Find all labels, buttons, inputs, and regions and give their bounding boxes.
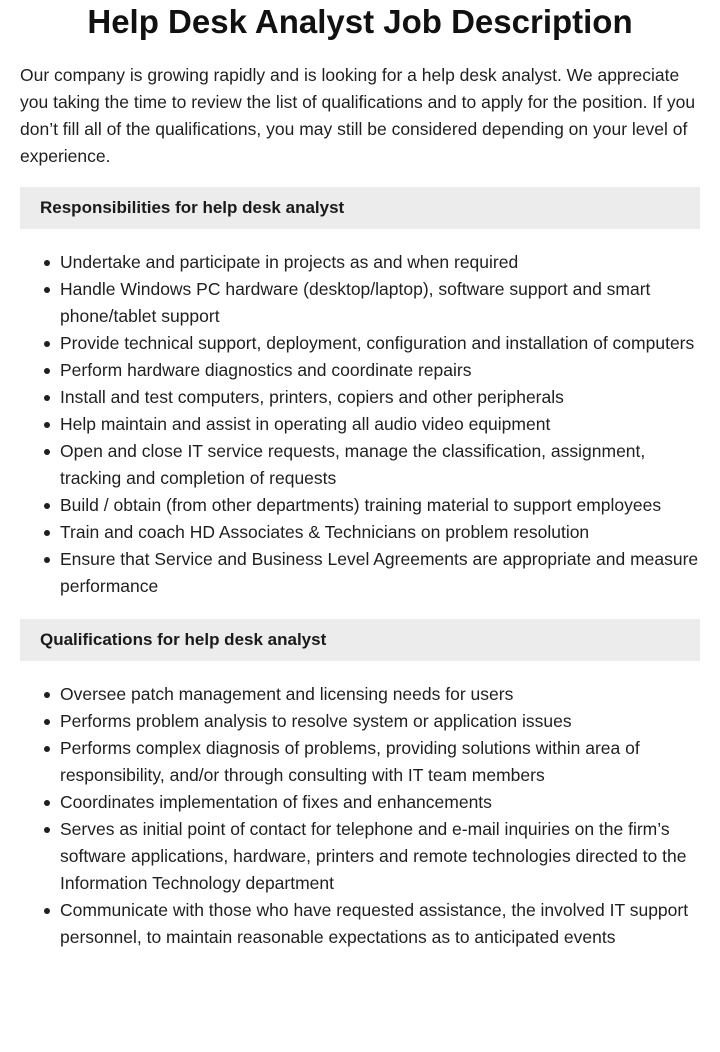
list-item: Communicate with those who have requested assistance, the involved IT support personnel, to maintain reasonable expectations as to anticipated events <box>60 897 700 951</box>
page-title: Help Desk Analyst Job Description <box>87 3 633 40</box>
list-item: Handle Windows PC hardware (desktop/laptop), software support and smart phone/tablet support <box>60 276 700 330</box>
list-item: Performs complex diagnosis of problems, providing solutions within area of responsibility, and/or through consulting with IT team members <box>60 735 700 789</box>
responsibilities-heading: Responsibilities for help desk analyst <box>20 187 700 229</box>
list-item: Performs problem analysis to resolve system or application issues <box>60 708 700 735</box>
list-item: Perform hardware diagnostics and coordinate repairs <box>60 357 700 384</box>
qualifications-list <box>20 681 700 951</box>
responsibilities-list <box>20 249 700 600</box>
list-item: Oversee patch management and licensing needs for users <box>60 681 700 708</box>
intro-paragraph: Our company is growing rapidly and is looking for a help desk analyst. We appreciate you taking the time to review the list of qualifications and to apply for the position. If you don’t fill all of the qualifications, you may still be considered depending on your level of experience. <box>20 65 696 166</box>
list-item: Provide technical support, deployment, configuration and installation of computers <box>60 330 700 357</box>
qualifications-heading: Qualifications for help desk analyst <box>20 619 700 661</box>
list-item: Undertake and participate in projects as and when required <box>60 249 700 276</box>
list-item: Train and coach HD Associates & Technicians on problem resolution <box>60 519 700 546</box>
list-item: Help maintain and assist in operating all audio video equipment <box>60 411 700 438</box>
list-item: Ensure that Service and Business Level Agreements are appropriate and measure performance <box>60 546 700 600</box>
list-item: Build / obtain (from other departments) training material to support employees <box>60 492 700 519</box>
list-item: Install and test computers, printers, copiers and other peripherals <box>60 384 700 411</box>
list-item: Open and close IT service requests, manage the classification, assignment, tracking and completion of requests <box>60 438 700 492</box>
list-item: Serves as initial point of contact for telephone and e-mail inquiries on the firm’s software applications, hardware, printers and remote technologies directed to the Information Technology department <box>60 816 700 897</box>
list-item: Coordinates implementation of fixes and enhancements <box>60 789 700 816</box>
